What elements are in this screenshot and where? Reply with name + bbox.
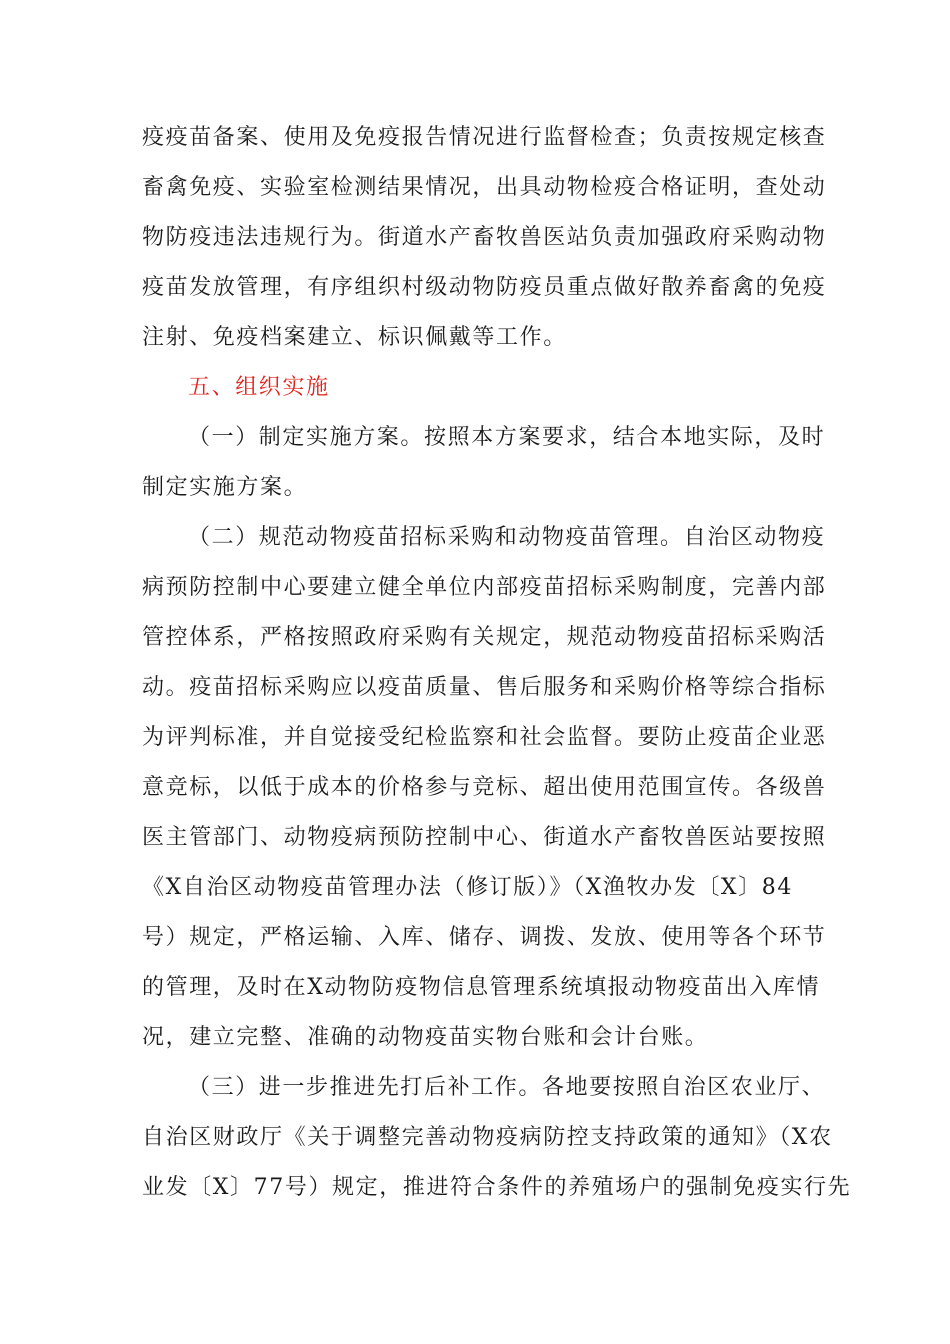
paragraph-line: 动。疫苗招标采购应以疫苗质量、售后服务和采购价格等综合指标 [142,675,827,700]
paragraph-line: 制定实施方案。 [142,475,308,500]
paragraph-line: 疫疫苗备案、使用及免疫报告情况进行监督检查；负责按规定核查 [142,125,827,150]
paragraph-line: 的管理，及时在X动物防疫物信息管理系统填报动物疫苗出入库情 [142,975,821,1000]
paragraph-line: 号）规定，严格运输、入库、储存、调拨、发放、使用等各个环节 [142,925,827,950]
paragraph-line: 为评判标准，并自觉接受纪检监察和社会监督。要防止疫苗企业恶 [142,725,827,750]
paragraph-line: 意竞标，以低于成本的价格参与竞标、超出使用范围宣传。各级兽 [142,775,827,800]
paragraph-line: （一）制定实施方案。按照本方案要求，结合本地实际，及时 [188,425,826,450]
paragraph-line: 自治区财政厅《关于调整完善动物疫病防控支持政策的通知》（X农 [142,1125,833,1150]
paragraph-line: 病预防控制中心要建立健全单位内部疫苗招标采购制度，完善内部 [142,575,827,600]
paragraph-line: 疫苗发放管理，有序组织村级动物防疫员重点做好散养畜禽的免疫 [142,275,827,300]
paragraph-line: 畜禽免疫、实验室检测结果情况，出具动物检疫合格证明，查处动 [142,175,827,200]
paragraph-line: 医主管部门、动物疫病预防控制中心、街道水产畜牧兽医站要按照 [142,825,827,850]
paragraph-line: 况，建立完整、准确的动物疫苗实物台账和会计台账。 [142,1025,709,1050]
paragraph-line: 管控体系，严格按照政府采购有关规定，规范动物疫苗招标采购活 [142,625,827,650]
paragraph-line: （二）规范动物疫苗招标采购和动物疫苗管理。自治区动物疫 [188,525,826,550]
section-heading: 五、组织实施 [188,375,330,400]
paragraph-line: 业发〔X〕77号）规定，推进符合条件的养殖场户的强制免疫实行先 [142,1175,852,1200]
paragraph-line: （三）进一步推进先打后补工作。各地要按照自治区农业厅、 [188,1075,826,1100]
paragraph-line: 《X自治区动物疫苗管理办法（修订版）》（X渔牧办发〔X〕84 [142,875,793,900]
paragraph-line: 注射、免疫档案建立、标识佩戴等工作。 [142,325,567,350]
paragraph-line: 物防疫违法违规行为。街道水产畜牧兽医站负责加强政府采购动物 [142,225,827,250]
